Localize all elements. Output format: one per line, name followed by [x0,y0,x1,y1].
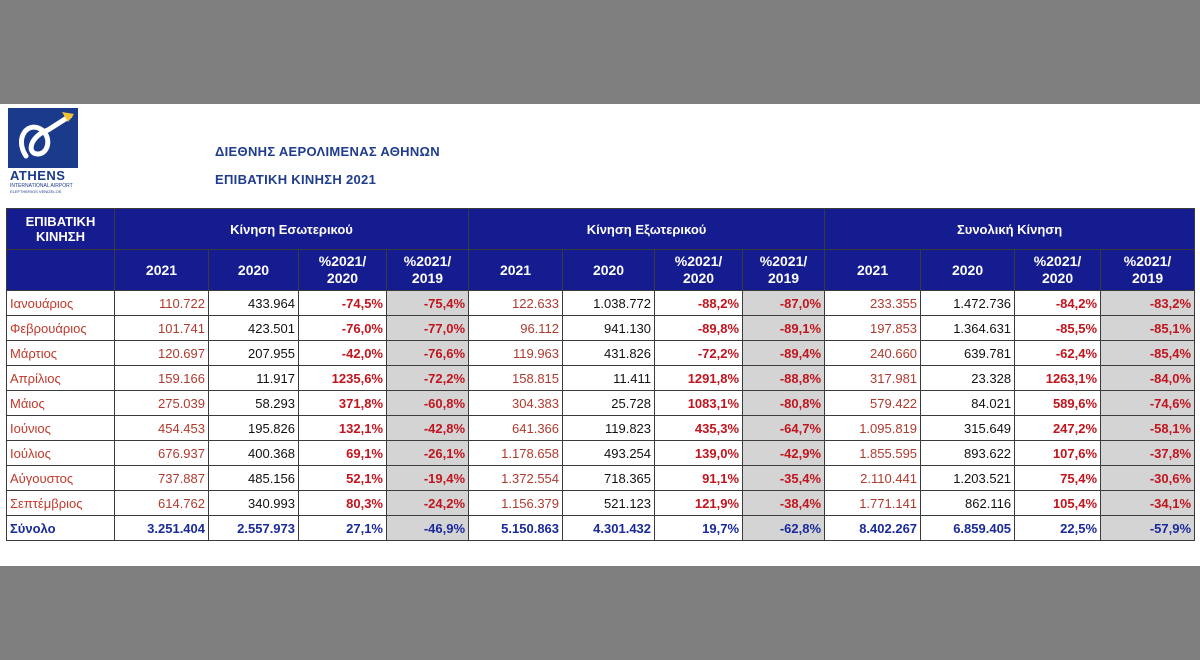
value-cell: 1291,8% [655,366,743,391]
value-cell: -19,4% [387,466,469,491]
table-row [7,291,1195,316]
column-header: %2021/ 2019 [743,250,825,291]
page-title: ΔΙΕΘΝΗΣ ΑΕΡΟΛΙΜΕΝΑΣ ΑΘΗΝΩΝ [215,144,440,159]
total-value-cell: 3.251.404 [115,516,209,541]
value-cell: -89,4% [743,341,825,366]
sub-header-blank [7,250,115,291]
table-body [7,291,1195,541]
value-cell: -42,0% [299,341,387,366]
value-cell: 11.917 [209,366,299,391]
value-cell: 247,2% [1015,416,1101,441]
column-header: 2020 [563,250,655,291]
total-value-cell: 4.301.432 [563,516,655,541]
value-cell: 1263,1% [1015,366,1101,391]
value-cell: 423.501 [209,316,299,341]
value-cell: 614.762 [115,491,209,516]
logo-subtitle-2: ELEFTHERIOS VENIZELOS [10,189,62,194]
value-cell: -37,8% [1101,441,1195,466]
value-cell: 1.472.736 [921,291,1015,316]
value-cell: -42,8% [387,416,469,441]
value-cell: 110.722 [115,291,209,316]
value-cell: -60,8% [387,391,469,416]
athens-airport-logo [8,108,80,198]
value-cell: -72,2% [655,341,743,366]
value-cell: -34,1% [1101,491,1195,516]
value-cell: 69,1% [299,441,387,466]
column-header: %2021/ 2019 [387,250,469,291]
group-header-row [7,209,1195,250]
value-cell: 454.453 [115,416,209,441]
value-cell: 119.963 [469,341,563,366]
month-cell: Μάρτιος [7,341,115,366]
value-cell: 58.293 [209,391,299,416]
column-header: %2021/ 2020 [299,250,387,291]
value-cell: -83,2% [1101,291,1195,316]
column-header: 2021 [825,250,921,291]
value-cell: -35,4% [743,466,825,491]
value-cell: -24,2% [387,491,469,516]
report-sheet [0,104,1200,566]
value-cell: 1.203.521 [921,466,1015,491]
column-header: %2021/ 2019 [1101,250,1195,291]
value-cell: 589,6% [1015,391,1101,416]
value-cell: 121,9% [655,491,743,516]
value-cell: 159.166 [115,366,209,391]
value-cell: 101.741 [115,316,209,341]
value-cell: 158.815 [469,366,563,391]
value-cell: 315.649 [921,416,1015,441]
value-cell: 1235,6% [299,366,387,391]
column-header: %2021/ 2020 [655,250,743,291]
value-cell: -42,9% [743,441,825,466]
value-cell: -87,0% [743,291,825,316]
value-cell: 122.633 [469,291,563,316]
value-cell: 11.411 [563,366,655,391]
total-label: Σύνολο [7,516,115,541]
value-cell: 718.365 [563,466,655,491]
month-cell: Ιούνιος [7,416,115,441]
month-cell: Ιανουάριος [7,291,115,316]
value-cell: 371,8% [299,391,387,416]
value-cell: 139,0% [655,441,743,466]
total-value-cell: -57,9% [1101,516,1195,541]
value-cell: 431.826 [563,341,655,366]
value-cell: -38,4% [743,491,825,516]
table-row [7,391,1195,416]
month-cell: Μάιος [7,391,115,416]
total-value-cell: -62,8% [743,516,825,541]
month-cell: Αύγουστος [7,466,115,491]
value-cell: -62,4% [1015,341,1101,366]
table-row [7,366,1195,391]
value-cell: 120.697 [115,341,209,366]
value-cell: -88,2% [655,291,743,316]
value-cell: -85,4% [1101,341,1195,366]
total-value-cell: 6.859.405 [921,516,1015,541]
value-cell: 435,3% [655,416,743,441]
value-cell: 197.853 [825,316,921,341]
value-cell: -80,8% [743,391,825,416]
value-cell: 195.826 [209,416,299,441]
value-cell: 25.728 [563,391,655,416]
value-cell: -72,2% [387,366,469,391]
value-cell: -88,8% [743,366,825,391]
group-header-domestic: Κίνηση Εσωτερικού [115,209,469,250]
value-cell: 1.156.379 [469,491,563,516]
table-row [7,466,1195,491]
total-row [7,516,1195,541]
value-cell: -89,1% [743,316,825,341]
total-value-cell: 2.557.973 [209,516,299,541]
value-cell: 893.622 [921,441,1015,466]
value-cell: -58,1% [1101,416,1195,441]
value-cell: -74,6% [1101,391,1195,416]
value-cell: -74,5% [299,291,387,316]
column-header: 2021 [115,250,209,291]
value-cell: 485.156 [209,466,299,491]
value-cell: 579.422 [825,391,921,416]
value-cell: 676.937 [115,441,209,466]
passenger-traffic-table [6,208,1195,541]
value-cell: -85,1% [1101,316,1195,341]
value-cell: 23.328 [921,366,1015,391]
month-cell: Φεβρουάριος [7,316,115,341]
value-cell: 107,6% [1015,441,1101,466]
value-cell: 493.254 [563,441,655,466]
value-cell: 641.366 [469,416,563,441]
value-cell: 207.955 [209,341,299,366]
value-cell: 521.123 [563,491,655,516]
value-cell: 75,4% [1015,466,1101,491]
value-cell: 52,1% [299,466,387,491]
value-cell: 233.355 [825,291,921,316]
table-row [7,416,1195,441]
total-value-cell: 27,1% [299,516,387,541]
value-cell: 1.364.631 [921,316,1015,341]
month-cell: Ιούλιος [7,441,115,466]
value-cell: 1.771.141 [825,491,921,516]
value-cell: -77,0% [387,316,469,341]
month-cell: Απρίλιος [7,366,115,391]
page-subtitle: ΕΠΙΒΑΤΙΚΗ ΚΙΝΗΣΗ 2021 [215,172,377,187]
sub-header-row [7,250,1195,291]
value-cell: 240.660 [825,341,921,366]
total-value-cell: 22,5% [1015,516,1101,541]
table-row [7,491,1195,516]
value-cell: 737.887 [115,466,209,491]
value-cell: 400.368 [209,441,299,466]
value-cell: -89,8% [655,316,743,341]
total-value-cell: 19,7% [655,516,743,541]
value-cell: 105,4% [1015,491,1101,516]
column-header: 2021 [469,250,563,291]
value-cell: 119.823 [563,416,655,441]
value-cell: -84,2% [1015,291,1101,316]
value-cell: 132,1% [299,416,387,441]
value-cell: -64,7% [743,416,825,441]
value-cell: 96.112 [469,316,563,341]
value-cell: -84,0% [1101,366,1195,391]
value-cell: 1.178.658 [469,441,563,466]
value-cell: -85,5% [1015,316,1101,341]
total-value-cell: -46,9% [387,516,469,541]
total-value-cell: 5.150.863 [469,516,563,541]
airport-logo-icon [8,108,78,168]
value-cell: -75,4% [387,291,469,316]
logo-name: ATHENS [10,168,66,183]
value-cell: 80,3% [299,491,387,516]
value-cell: 639.781 [921,341,1015,366]
value-cell: 941.130 [563,316,655,341]
value-cell: 433.964 [209,291,299,316]
table-row [7,441,1195,466]
logo-subtitle: INTERNATIONAL AIRPORT [10,183,73,189]
value-cell: -30,6% [1101,466,1195,491]
month-cell: Σεπτέμβριος [7,491,115,516]
value-cell: 275.039 [115,391,209,416]
group-header-total: Συνολική Κίνηση [825,209,1195,250]
value-cell: 1.372.554 [469,466,563,491]
value-cell: 304.383 [469,391,563,416]
value-cell: -76,0% [299,316,387,341]
value-cell: 340.993 [209,491,299,516]
column-header: %2021/ 2020 [1015,250,1101,291]
column-header: 2020 [921,250,1015,291]
table-row [7,341,1195,366]
value-cell: 317.981 [825,366,921,391]
value-cell: 1.038.772 [563,291,655,316]
value-cell: 1083,1% [655,391,743,416]
column-header: 2020 [209,250,299,291]
value-cell: 1.855.595 [825,441,921,466]
value-cell: 862.116 [921,491,1015,516]
corner-header: ΕΠΙΒΑΤΙΚΗ ΚΙΝΗΣΗ [7,209,115,250]
value-cell: -26,1% [387,441,469,466]
total-value-cell: 8.402.267 [825,516,921,541]
value-cell: 91,1% [655,466,743,491]
group-header-international: Κίνηση Εξωτερικού [469,209,825,250]
table-row [7,316,1195,341]
value-cell: 84.021 [921,391,1015,416]
value-cell: 1.095.819 [825,416,921,441]
value-cell: 2.110.441 [825,466,921,491]
value-cell: -76,6% [387,341,469,366]
